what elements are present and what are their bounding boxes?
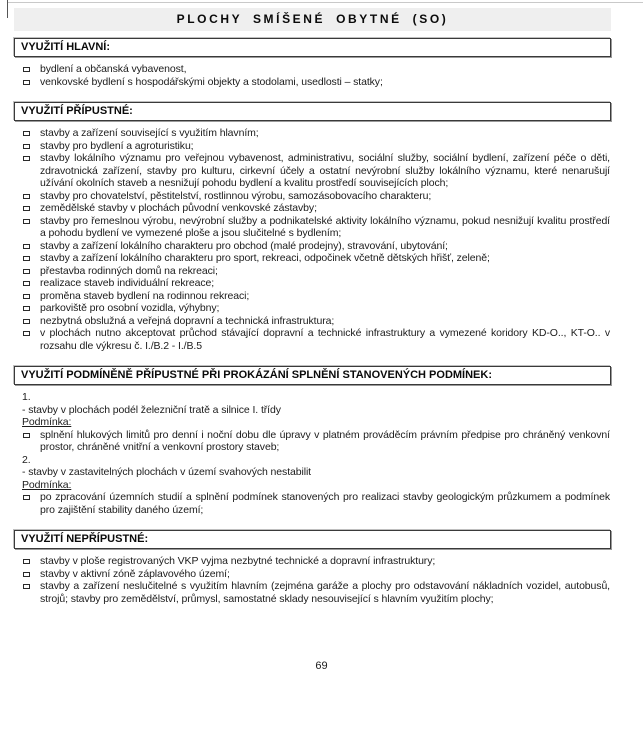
list-item — [14, 290, 610, 303]
list-item — [14, 252, 610, 265]
square-bullet-icon — [23, 572, 30, 577]
condition-label: Podmínka: — [22, 478, 72, 491]
list-item — [14, 277, 610, 290]
list-item — [14, 491, 610, 516]
section-heading: VYUŽITÍ HLAVNÍ: — [14, 38, 611, 57]
list-item-text: stavby a zařízení neslučitelné s využitím hlavním (zejména garáže a plochy pro odstavování nákladních vozidel, autobusů, strojů; stavby pro zemědělství, průmysl, samostatné sklady nesouvisející s hlavním využitím plochy; — [40, 580, 610, 605]
bullet-cell — [14, 140, 40, 153]
section-body — [14, 63, 610, 88]
list-item-text: stavby a zařízení lokálního charakteru pro obchod (malé prodejny), stravování, ubytování; — [40, 239, 448, 252]
list-item — [14, 202, 610, 215]
list-item-text: po zpracování územních studií a splnění podmínek stanovených pro realizaci stavby geologickým průzkumem a podmínek pro zajištění stability daného území; — [40, 491, 610, 516]
list-item-text: bydlení a občanská vybavenost, — [40, 63, 187, 75]
section-body — [14, 127, 610, 352]
page-number: 69 — [315, 660, 328, 672]
list-item — [14, 240, 610, 253]
list-item-text: stavby v aktivní zóně záplavového území; — [40, 567, 230, 580]
section-gap — [0, 90, 643, 95]
square-bullet-icon — [23, 131, 30, 136]
square-bullet-icon — [23, 156, 30, 161]
square-bullet-icon — [23, 294, 30, 299]
page-title-bar — [14, 8, 611, 31]
square-bullet-icon — [23, 559, 30, 564]
section-body — [14, 391, 610, 516]
list-item — [14, 327, 610, 352]
list-item — [14, 215, 610, 240]
bullet-cell — [14, 127, 40, 140]
bullet-cell — [14, 252, 40, 265]
bullet-cell — [14, 327, 40, 352]
page-title: PLOCHY SMÍŠENÉ OBYTNÉ (SO) — [176, 12, 449, 26]
square-bullet-icon — [23, 194, 30, 199]
section-heading: VYUŽITÍ NEPŘÍPUSTNÉ: — [14, 530, 611, 549]
bullet-cell — [14, 568, 40, 581]
bullet-cell — [14, 215, 40, 240]
list-item-text: zemědělské stavby v plochách původní venkovské zástavby; — [40, 202, 317, 214]
list-item-text: stavby a zařízení související s využitím hlavním; — [40, 127, 259, 139]
list-item — [14, 555, 610, 568]
square-bullet-icon — [23, 80, 30, 85]
left-border-stub — [7, 0, 8, 18]
list-item-text: stavby lokálního významu pro veřejnou vybavenost, administrativu, sociální služby, sociální bydlení, zařízení péče o děti, zdravotnická zařízení, stavby pro kulturu, cirkevní účely a ostatní nevýrobní služby lokálního významu, které nenarušují užívání okolních staveb a nesnižují pohodu bydlení a kvalitu prostředí souvisejících ploch; — [40, 152, 610, 189]
list-item-text: nezbytná obslužná a veřejná dopravní a technická infrastruktura; — [40, 314, 335, 327]
square-bullet-icon — [23, 331, 30, 336]
list-item — [14, 429, 610, 454]
square-bullet-icon — [23, 144, 30, 149]
list-item — [14, 568, 610, 581]
list-item — [14, 315, 610, 328]
list-item — [14, 302, 610, 315]
list-item-text: v plochách nutno akceptovat průchod stávající dopravní a technické infrastruktury a vymezené koridory KD-O.., KT-O.. v rozsahu dle výkresu č. I./B.2 - I./B.5 — [40, 327, 610, 352]
list-item-text: parkoviště pro osobní vozidla, výhybny; — [40, 302, 220, 314]
list-item — [14, 152, 610, 190]
bullet-cell — [14, 491, 40, 516]
bullet-cell — [14, 277, 40, 290]
square-bullet-icon — [23, 219, 30, 224]
list-item-text: stavby pro řemeslnou výrobu, nevýrobní služby a podnikatelské aktivity lokálního významu, pokud nesnižují kvalitu prostředí a pohodu bydlení ve vymezené ploše a jsou slučitelné s bydlením; — [40, 214, 610, 239]
list-item — [14, 63, 610, 76]
sections-container — [0, 38, 643, 612]
bullet-cell — [14, 290, 40, 303]
list-item-text: stavby v ploše registrovaných VKP vyjma nezbytné technické a dopravní infrastruktury; — [40, 555, 436, 567]
list-item-text: splnění hlukových limitů pro denní i noční dobu dle úpravy v platném prováděcím právním předpise pro chráněný venkovní prostor, chráněné vnitřní a venkovní prostory staveb; — [40, 428, 610, 453]
plain-text-line: - stavby v plochách podél železniční tratě a silnice I. třídy — [22, 403, 281, 416]
section-heading: VYUŽITÍ PŘÍPUSTNÉ: — [14, 102, 611, 121]
list-item-text: venkovské bydlení s hospodářskými objekty a stodolami, usedlosti – statky; — [40, 75, 383, 88]
bullet-cell — [14, 63, 40, 76]
bullet-cell — [14, 76, 40, 89]
square-bullet-icon — [23, 244, 30, 249]
bullet-cell — [14, 265, 40, 278]
bullet-cell — [14, 555, 40, 568]
section-gap — [0, 354, 643, 359]
bullet-cell — [14, 429, 40, 454]
list-item — [14, 76, 610, 89]
condition-label: Podmínka: — [22, 416, 72, 428]
square-bullet-icon — [23, 306, 30, 311]
list-item-text: proměna staveb bydlení na rodinnou rekreaci; — [40, 289, 250, 302]
section-body — [14, 555, 610, 605]
square-bullet-icon — [23, 256, 30, 261]
bullet-cell — [14, 240, 40, 253]
list-item-text: stavby pro chovatelství, pěstitelství, rostlinnou výrobu, samozásobovacího charakteru; — [40, 189, 432, 202]
list-item-text: stavby pro bydlení a agroturistiku; — [40, 139, 194, 152]
plain-text-line: 2. — [22, 453, 31, 466]
square-bullet-icon — [23, 495, 30, 500]
bullet-cell — [14, 152, 40, 190]
list-item — [14, 580, 610, 605]
square-bullet-icon — [23, 433, 30, 438]
square-bullet-icon — [23, 319, 30, 324]
list-item-text: stavby a zařízení lokálního charakteru pro sport, rekreaci, odpočinek včetně dětských hřišť, zeleně; — [40, 252, 490, 264]
list-item — [14, 265, 610, 278]
section-heading: VYUŽITÍ PODMÍNĚNĚ PŘÍPUSTNÉ PŘI PROKÁZÁNÍ SPLNĚNÍ STANOVENÝCH PODMÍNEK: — [14, 366, 611, 385]
section-gap — [0, 518, 643, 523]
bullet-cell — [14, 302, 40, 315]
plain-text-line: - stavby v zastavitelných plochách v území svahových nestabilit — [22, 466, 312, 478]
plain-text-line: 1. — [22, 391, 31, 403]
bullet-cell — [14, 202, 40, 215]
list-item — [14, 127, 610, 140]
square-bullet-icon — [23, 281, 30, 286]
square-bullet-icon — [23, 67, 30, 72]
bullet-cell — [14, 580, 40, 605]
list-item-text: přestavba rodinných domů na rekreaci; — [40, 264, 218, 277]
list-item — [14, 140, 610, 153]
list-item — [14, 190, 610, 203]
bullet-cell — [14, 315, 40, 328]
list-item-text: realizace staveb individuální rekreace; — [40, 277, 215, 289]
section-gap — [0, 607, 643, 612]
square-bullet-icon — [23, 206, 30, 211]
bullet-cell — [14, 190, 40, 203]
square-bullet-icon — [23, 269, 30, 274]
top-border-line — [8, 2, 643, 3]
square-bullet-icon — [23, 584, 30, 589]
